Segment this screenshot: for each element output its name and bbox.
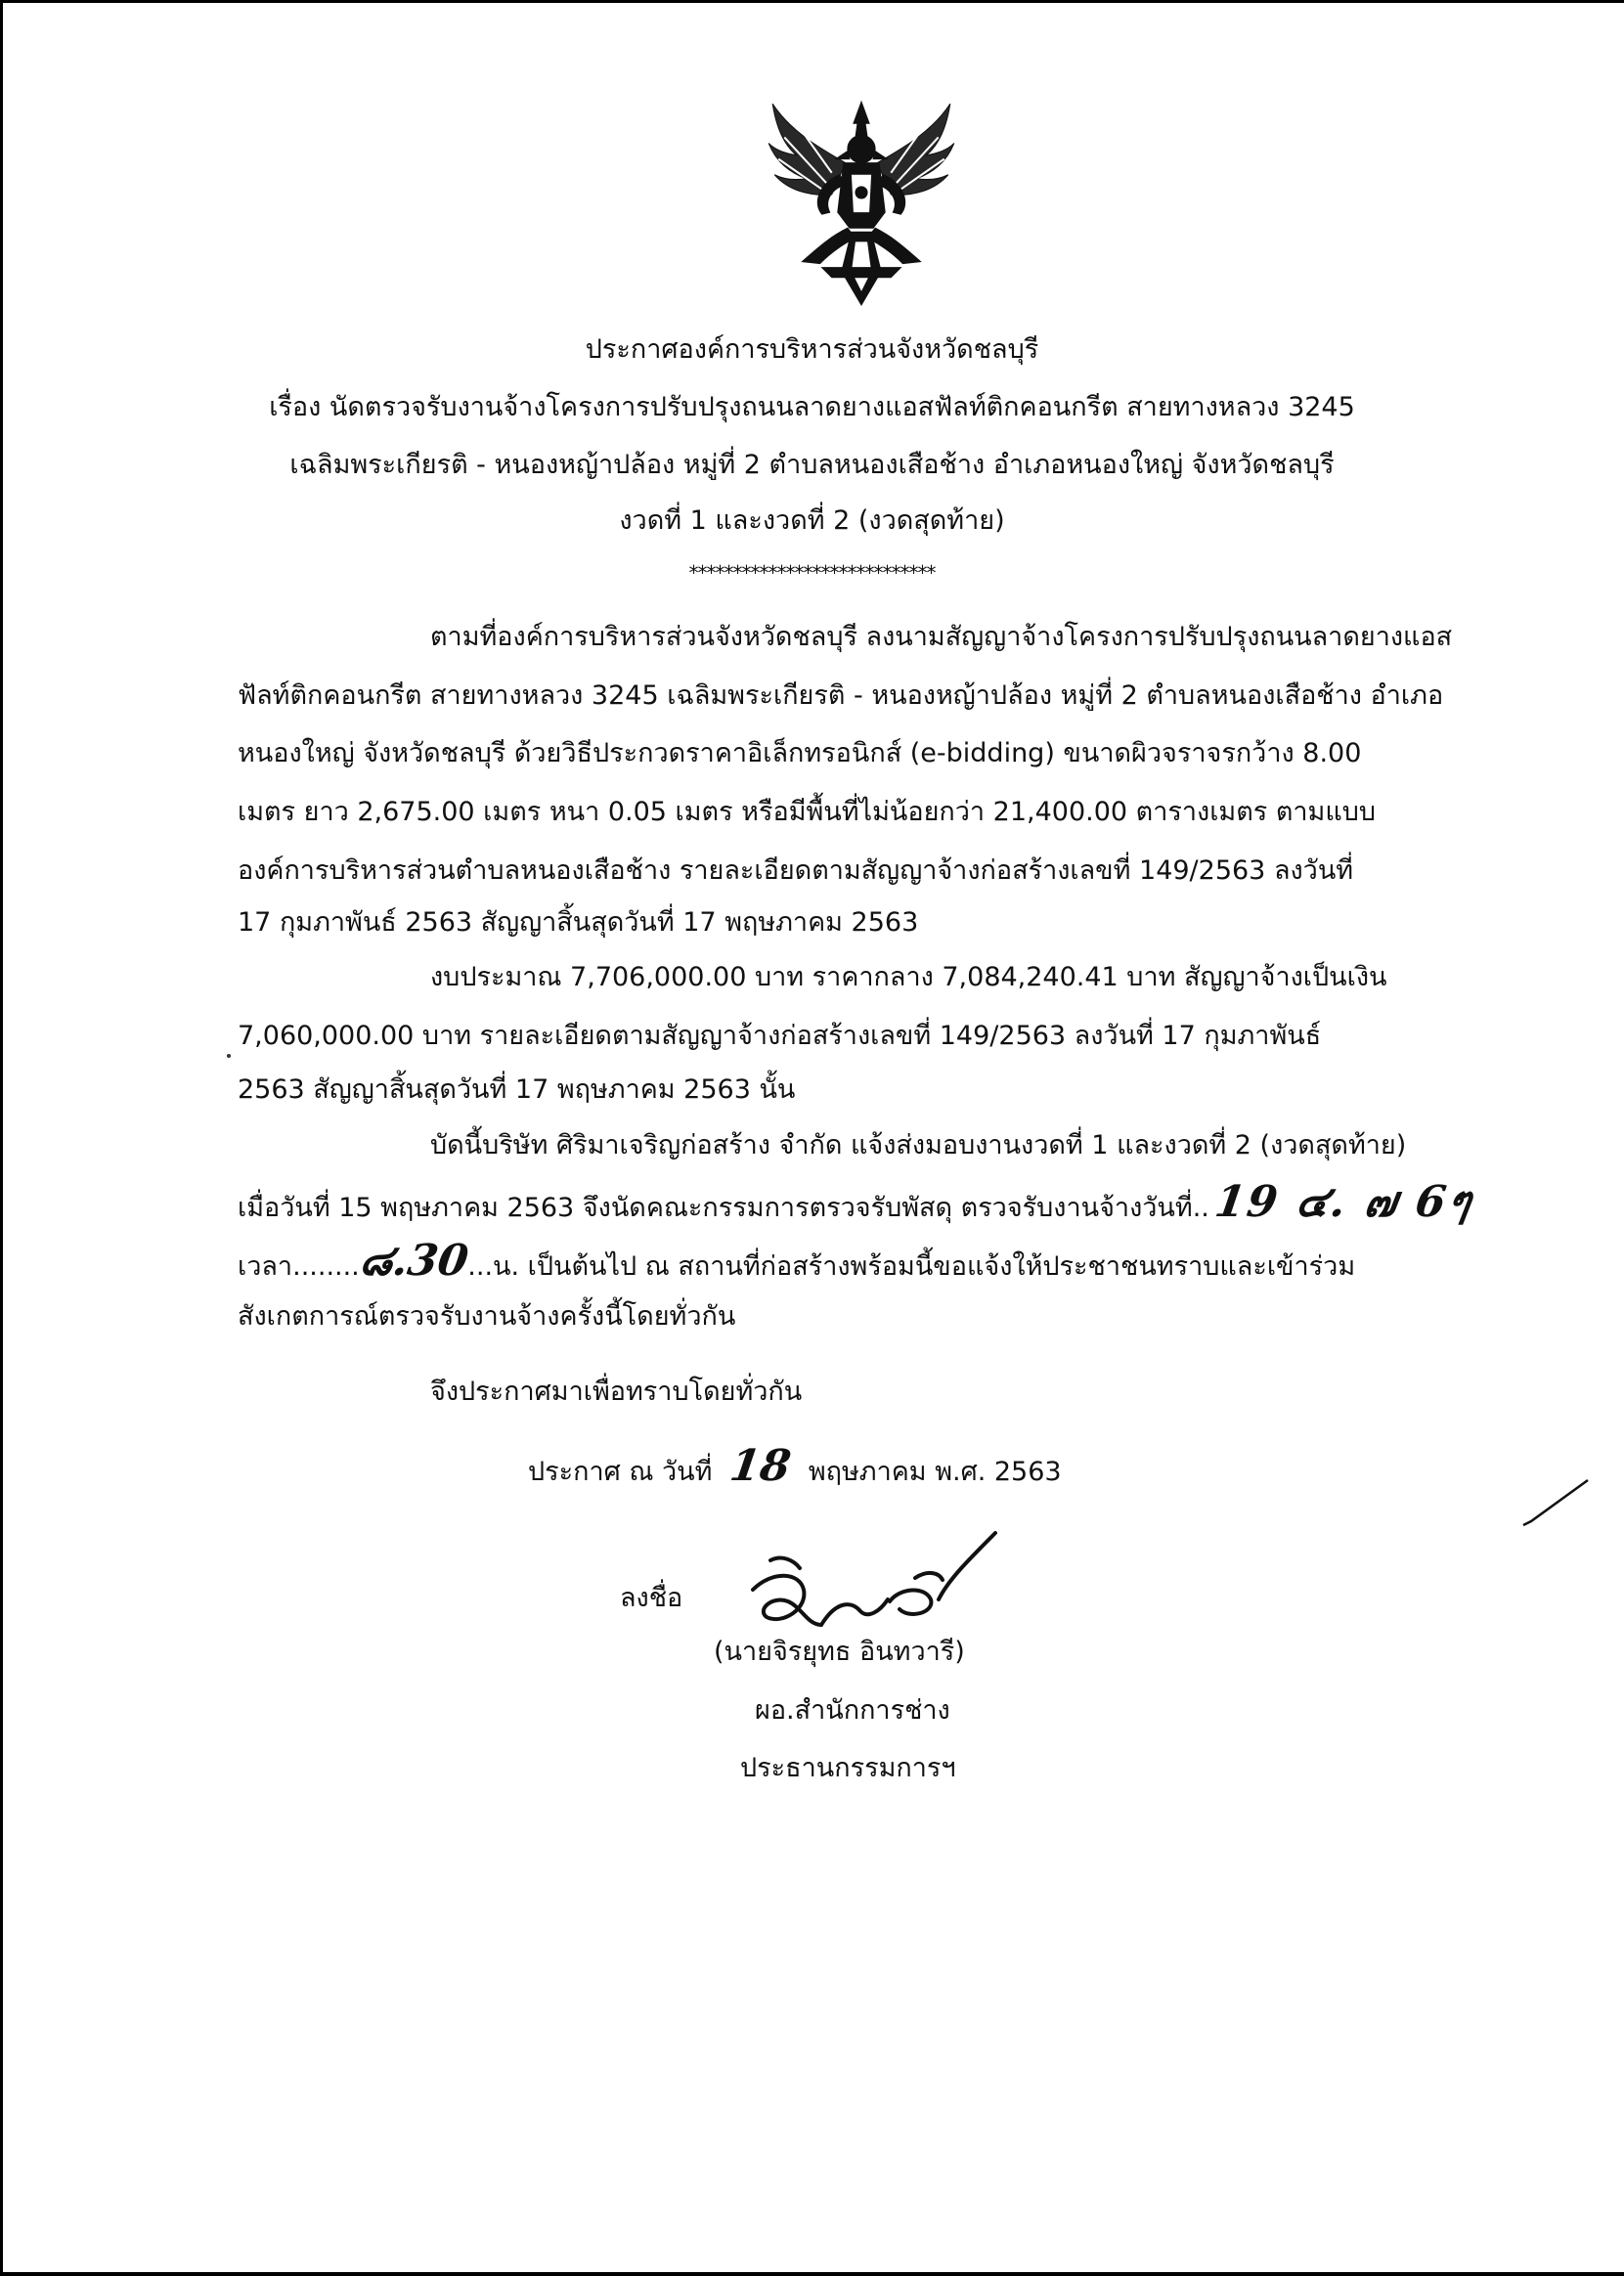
subject-line-1: เรื่อง นัดตรวจรับงานจ้างโครงการปรับปรุงถนนลาดยางแอสฟัลท์ติกคอนกรีต สายทางหลวง 3245 — [269, 392, 1355, 422]
p1-line-6: 17 กุมภาพันธ์ 2563 สัญญาสิ้นสุดวันที่ 17 พฤษภาคม 2563 — [238, 907, 919, 938]
p2-line-3: 2563 สัญญาสิ้นสุดวันที่ 17 พฤษภาคม 2563 นั้น — [238, 1074, 796, 1105]
time-dots: ........ — [292, 1251, 360, 1282]
p3-line-3 — [238, 1236, 1472, 1286]
p3-line-4: สังเกตการณ์ตรวจรับงานจ้างครั้งนี้โดยทั่วกัน — [238, 1301, 736, 1332]
announce-suffix: พฤษภาคม พ.ศ. 2563 — [808, 1457, 1062, 1487]
p3-line-2-dots: .. — [1192, 1193, 1209, 1223]
time-suffix: น. เป็นต้นไป ณ สถานที่ก่อสร้างพร้อมนี้ขอแจ้งให้ประชาชนทราบและเข้าร่วม — [493, 1251, 1356, 1282]
p1-line-3: หนองใหญ่ จังหวัดชลบุรี ด้วยวิธีประกวดราคาอิเล็กทรอนิกส์ (e-bidding) ขนาดผิวจราจรกว้าง 8.00 — [238, 738, 1362, 768]
signer-role: ประธานกรรมการฯ — [740, 1753, 956, 1783]
p3-line-2-text: เมื่อวันที่ 15 พฤษภาคม 2563 จึงนัดคณะกรรมการตรวจรับพัสดุ ตรวจรับงานจ้างวันที่ — [238, 1193, 1193, 1223]
document-title: ประกาศองค์การบริหารส่วนจังหวัดชลบุรี — [585, 334, 1039, 365]
subject-line-2: เฉลิมพระเกียรติ - หนองหญ้าปล้อง หมู่ที่ 2 ตำบลหนองเสือช้าง อำเภอหนองใหญ่ จังหวัดชลบุรี — [289, 450, 1335, 480]
signer-position: ผอ.สำนักการช่าง — [755, 1695, 950, 1726]
signer-name: (นายจิรยุทธ อินทวารี) — [714, 1637, 965, 1667]
p2-line-2: 7,060,000.00 บาท รายละเอียดตามสัญญาจ้างก่อสร้างเลขที่ 149/2563 ลงวันที่ 17 กุมภาพันธ์ — [238, 1021, 1322, 1051]
garuda-emblem-icon — [763, 94, 960, 307]
announce-prefix: ประกาศ ณ วันที่ — [528, 1457, 713, 1487]
handwritten-day: 18 — [726, 1441, 794, 1491]
check-mark-icon — [1521, 1476, 1590, 1535]
page-border-top — [0, 0, 1624, 3]
handwritten-inspection-time: ๘.30 — [356, 1236, 471, 1286]
p1-line-2: ฟัลท์ติกคอนกรีต สายทางหลวง 3245 เฉลิมพระเกียรติ - หนองหญ้าปล้อง หมู่ที่ 2 ตำบลหนองเสือช้าง อำเภอ — [238, 680, 1444, 711]
p2-line-1: งบประมาณ 7,706,000.00 บาท ราคากลาง 7,084,240.41 บาท สัญญาจ้างเป็นเงิน — [430, 962, 1387, 992]
header-divider: **************************** — [688, 561, 936, 585]
p1-line-1: ตามที่องค์การบริหารส่วนจังหวัดชลบุรี ลงนามสัญญาจ้างโครงการปรับปรุงถนนลาดยางแอส — [430, 622, 1453, 652]
p3-line-3-prefix — [238, 1236, 1356, 1286]
p1-line-4: เมตร ยาว 2,675.00 เมตร หนา 0.05 เมตร หรือมีพื้นที่ไม่น้อยกว่า 21,400.00 ตารางเมตร ตามแบบ — [238, 797, 1377, 827]
handwritten-inspection-date: 19 ๔. ๗ 6ๆ — [1211, 1177, 1476, 1227]
time-label: เวลา — [238, 1251, 293, 1282]
p3-line-2 — [238, 1177, 1476, 1227]
p3-line-1: บัดนี้บริษัท ศิริมาเจริญก่อสร้าง จำกัด แจ้งส่งมอบงานงวดที่ 1 และงวดที่ 2 (งวดสุดท้าย) — [430, 1130, 1407, 1160]
signature-label: ลงชื่อ — [620, 1583, 683, 1613]
stray-mark — [227, 1054, 231, 1058]
announcement-date — [528, 1441, 1062, 1491]
time-dots-2: ... — [467, 1251, 494, 1282]
subject-line-3: งวดที่ 1 และงวดที่ 2 (งวดสุดท้าย) — [619, 505, 1005, 536]
handwritten-signature — [743, 1531, 1007, 1639]
page-border-bottom — [0, 2272, 1624, 2276]
p1-line-5: องค์การบริหารส่วนตำบลหนองเสือช้าง รายละเอียดตามสัญญาจ้างก่อสร้างเลขที่ 149/2563 ลงวันที่ — [238, 855, 1354, 886]
closing-statement: จึงประกาศมาเพื่อทราบโดยทั่วกัน — [430, 1377, 803, 1407]
